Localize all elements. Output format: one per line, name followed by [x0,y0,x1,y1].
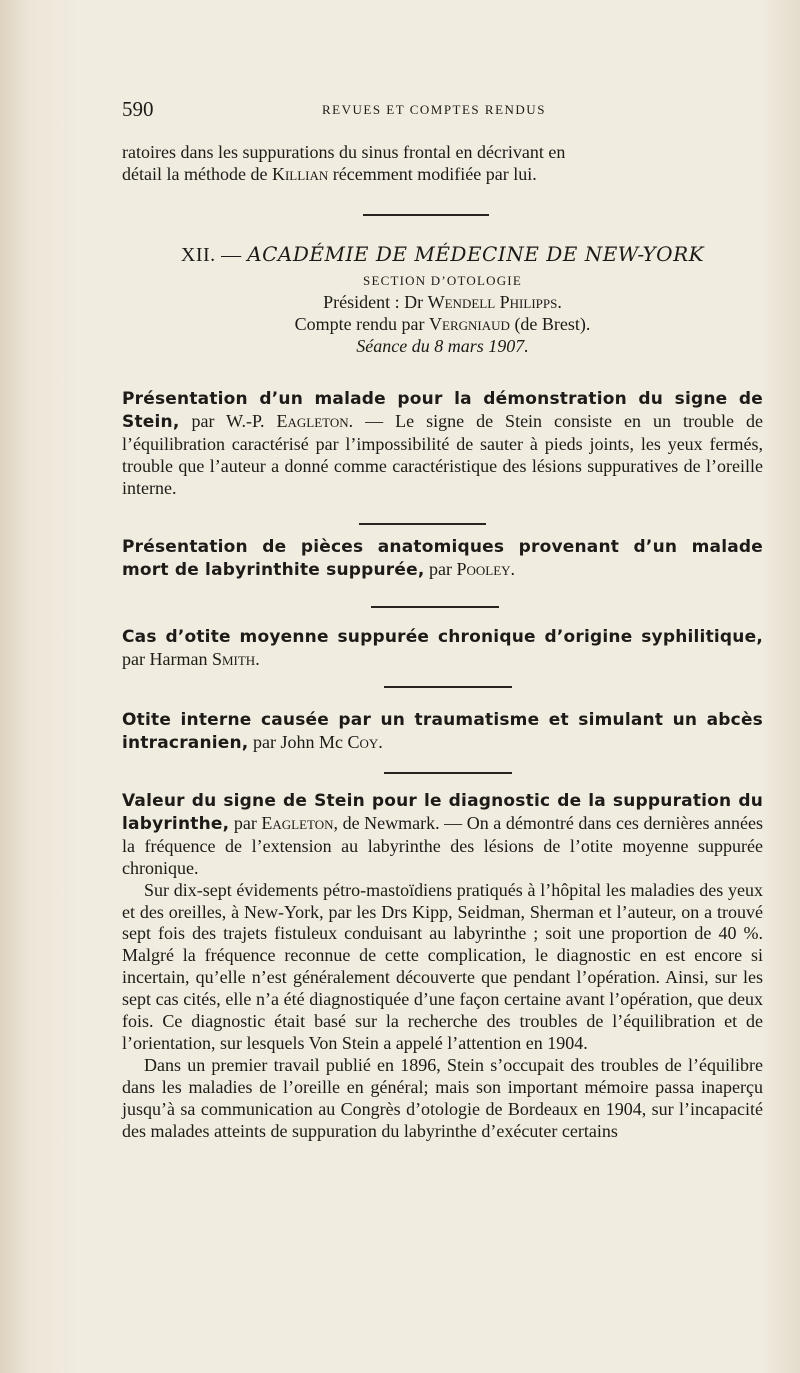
article-5-title: Valeur du signe de Stein pour le diagnostic de la suppuration du labyrinthe, [122,791,763,834]
report-name: Vergniaud [429,314,510,334]
intro-author: Killian [271,163,329,184]
article-4-title: Otite interne causée par un traumatisme et simulant un abcès intracranien, [122,710,763,753]
article-5-by: par [229,812,262,833]
article-4-author: Coy [347,731,379,752]
intro-line-1: ratoires dans les suppurations du sinus frontal en décrivant en [122,142,566,162]
divider [363,214,489,216]
president-suffix: . [557,292,562,312]
report-line [122,313,763,335]
divider [371,606,499,608]
article-3-author: Smith [211,648,256,669]
divider [384,686,512,688]
article-3-by: par Harman [122,648,212,669]
subsection-title: SECTION D’OTOLOGIE [363,273,522,288]
article-1-by: par W.-P. [179,410,277,431]
article-5-body: , de Newmark. — On a démontré dans ces dernières années la fréquence de l’extension au labyrinthe des lésions de l’otite moyenne suppurée chronique. [122,812,763,878]
report-suffix: (de Brest). [509,314,591,334]
article-4 [122,709,763,755]
article-5-paragraph-2: Sur dix-sept évidements pétro-mastoïdiens pratiqués à l’hôpital les maladies des yeux et des oreilles, à New-York, par les Drs Kipp, Seidman, Sherman et l’auteur, on a trouvé sept fois des trajets fistuleux conduisant au labyrinthe ; soit une proportion de 40 %. Malgré la fréquence reconnue de cette complication, le diagnostic en est encore si incertain, qu’elle n’est généralement découverte que pendant l’opération. Ainsi, sur les sept cas cités, elle n’a été diagnostiquée d’une façon certaine avant l’opération, que deux fois. Ce diagnostic était basé sur la recherche des troubles de l’équilibration et de l’orientation, sur lesquels Von Stein a appelé l’attention en 1904. [122,879,763,1053]
article-5 [122,790,763,1143]
president-prefix: Président : Dr [323,292,428,312]
running-head: REVUES ET COMPTES RENDUS [322,102,546,117]
article-1-author: Eagleton [276,410,349,431]
page-header [122,97,762,119]
section-heading [122,242,763,357]
article-1-body: . — Le signe de Stein consiste en un trouble de l’équilibration caractérisé par l’impossibilité de sauter à pieds joints, les yeux fermés, trouble que l’auteur a donné comme caractéristique des lésions suppuratives de l’oreille interne. [122,410,763,498]
article-1 [122,388,763,500]
divider [359,523,486,525]
article-4-body: . [378,731,383,752]
divider [384,772,512,774]
president-line [122,291,763,313]
intro-line-2-end: récemment modifiée par lui. [328,163,537,184]
article-5-paragraph-3: Dans un premier travail publié en 1896, Stein s’occupait des troubles de l’équilibre dans les maladies de l’oreille en général; mais son important mémoire passa inaperçu jusqu’à sa communication au Congrès d’otologie de Bordeaux en 1904, sur l’incapacité des malades atteints de suppuration du labyrinthe d’exécuter certains [122,1054,763,1141]
report-prefix: Compte rendu par [294,314,430,334]
article-4-by: par John Mc [248,731,348,752]
article-3-title: Cas d’otite moyenne suppurée chronique d’origine syphilitique, [122,627,763,647]
article-2-body: . [510,558,516,579]
article-3-body: . [255,648,260,669]
article-3 [122,626,763,671]
section-title-text: ACADÉMIE DE MÉDECINE DE NEW-YORK [247,242,705,266]
president-name: Wendell Philipps [427,292,558,312]
article-2 [122,536,763,582]
page-number: 590 [122,97,154,121]
article-2-author: Pooley [456,558,511,579]
section-number: XII. — [180,244,248,266]
intro-line-2: détail la méthode de [122,163,272,184]
article-5-paragraph-1 [122,790,763,880]
session-date: Séance du 8 mars 1907. [356,336,529,356]
section-title [122,242,763,267]
intro-paragraph [122,142,763,186]
article-5-author: Eagleton [261,812,334,833]
article-2-title: Présentation de pièces anatomiques provenant d’un malade mort de labyrinthite suppurée, [122,537,763,580]
article-2-by: par [424,558,457,579]
article-1-title: Présentation d’un malade pour la démonstration du signe de Stein, [122,389,763,432]
